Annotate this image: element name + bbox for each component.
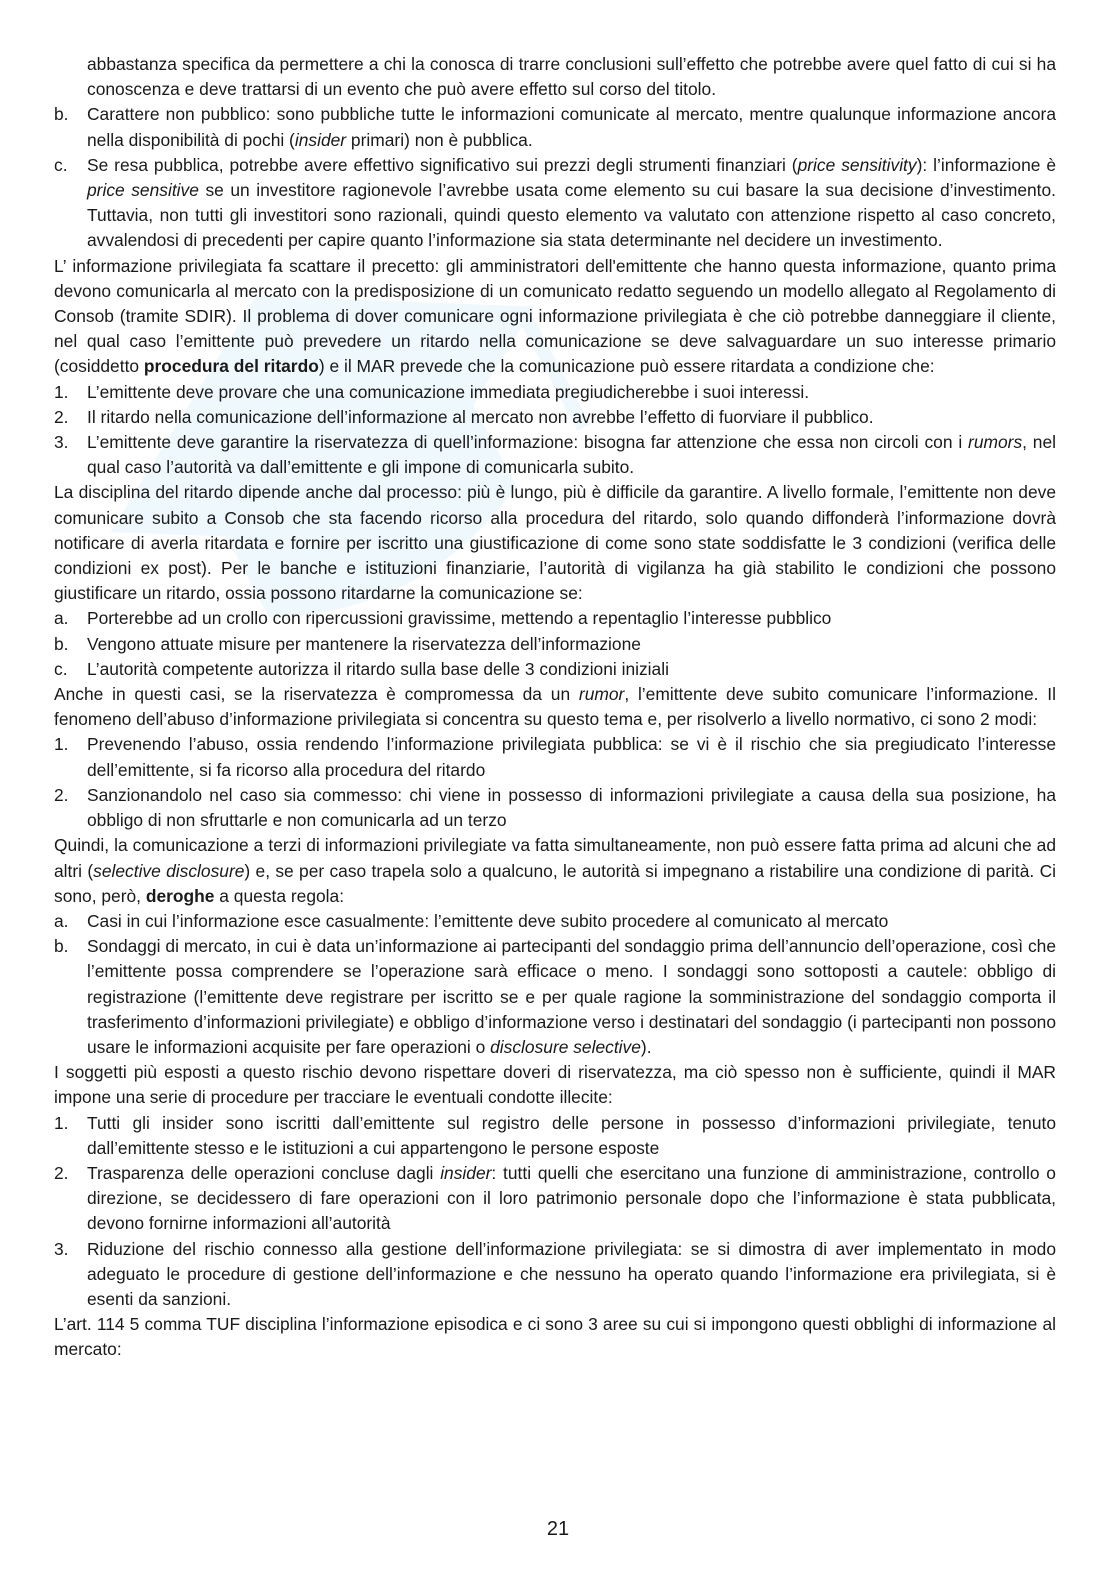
list-marker: 1. bbox=[54, 1112, 69, 1133]
text-run: L’emittente deve provare che una comunicazione immediata pregiudicherebbe i suoi interessi. bbox=[87, 381, 810, 402]
italic-term: disclosure selective bbox=[490, 1036, 641, 1057]
text-run: a questa regola: bbox=[214, 885, 345, 906]
text-run: , nel qual caso l’autorità va dall’emittente e gli impone di comunicarla subito. bbox=[87, 432, 1057, 478]
list-deroghe bbox=[54, 909, 1056, 1060]
text-run: Casi in cui l’informazione esce casualmente: l’emittente deve subito procedere al comunicato al mercato bbox=[87, 910, 889, 931]
italic-term: insider bbox=[294, 129, 347, 150]
list-item bbox=[54, 405, 1056, 430]
italic-term: insider bbox=[440, 1162, 492, 1183]
list-marker: 3. bbox=[54, 432, 69, 453]
text-run: Quindi, la comunicazione a terzi di informazioni privilegiate va fatta simultaneamente, non può essere fatta prima ad alcuni che ad altri ( bbox=[54, 835, 1056, 881]
text-run: L’autorità competente autorizza il ritardo sulla base delle 3 condizioni iniziali bbox=[87, 658, 669, 679]
text-run: Trasparenza delle operazioni concluse dagli bbox=[87, 1162, 441, 1183]
list-top bbox=[54, 52, 1056, 254]
list-item bbox=[54, 102, 1056, 152]
list-marker: 2. bbox=[54, 784, 69, 805]
text-run: Il ritardo nella comunicazione dell’informazione al mercato non avrebbe l’effetto di fuorviare il pubblico. bbox=[87, 406, 874, 427]
text-run: primari) non è pubblica. bbox=[346, 129, 533, 150]
text-run: abbastanza specifica da permettere a chi la conosca di trarre conclusioni sull’effetto che potrebbe avere quel fatto di cui si ha conoscenza e deve trattarsi di un evento che può avere effetto sul corso del titolo. bbox=[87, 54, 1056, 100]
list-mar-procedures bbox=[54, 1111, 1056, 1313]
list-marker: 2. bbox=[54, 1162, 69, 1183]
list-item bbox=[54, 1237, 1056, 1313]
paragraph-5 bbox=[54, 1060, 1056, 1110]
page-number: 21 bbox=[546, 1518, 570, 1540]
text-run: ) e, se per caso trapela solo a qualcuno, le autorità si impegnano a ristabilire una condizione di parità. Ci sono, però, bbox=[54, 860, 1056, 906]
text-run: : tutti quelli che esercitano una funzione di amministrazione, controllo o direzione, se decidessero di fare operazioni con il loro patrimonio personale dopo che l’informazione è stata pubblicata, devono fornirne informazioni all’autorità bbox=[87, 1162, 1056, 1234]
text-run: ): l’informazione è bbox=[916, 154, 1057, 175]
italic-term: selective disclosure bbox=[93, 860, 245, 881]
list-marker: a. bbox=[54, 910, 69, 931]
text-run: Anche in questi casi, se la riservatezza è compromessa da un bbox=[54, 684, 579, 705]
text-run: L’art. 114 5 comma TUF disciplina l’informazione episodica e ci sono 3 aree su cui si impongono questi obblighi di informazione al mercato: bbox=[54, 1314, 1056, 1360]
list-marker: c. bbox=[54, 658, 68, 679]
text-run: Porterebbe ad un crollo con ripercussioni gravissime, mettendo a repentaglio l’interesse pubblico bbox=[87, 608, 832, 629]
list-marker: 1. bbox=[54, 734, 69, 755]
text-run: La disciplina del ritardo dipende anche dal processo: più è lungo, più è difficile da garantire. A livello formale, l’emittente non deve comunicare subito a Consob che sta facendo ricorso alla procedura del ritardo, solo quando diffonderà l’informazione dovrà notificare di averla ritardata e fornire per iscritto una giustificazione di come sono state soddisfatte le 3 condizioni (verifica delle condizioni ex post). Per le banche e istituzioni finanziarie, l’autorità di vigilanza ha già stabilito le condizioni che possono giustificare un ritardo, ossia possono ritardarne la comunicazione se: bbox=[54, 482, 1056, 604]
list-item bbox=[54, 732, 1056, 782]
list-marker: c. bbox=[54, 154, 68, 175]
text-run: Prevenendo l’abuso, ossia rendendo l’informazione privilegiata pubblica: se vi è il rischio che sia pregiudicato l’interesse dell’emittente, si fa ricorso alla procedura del ritardo bbox=[87, 734, 1056, 780]
bold-term: deroghe bbox=[145, 885, 215, 906]
text-run: ). bbox=[640, 1036, 652, 1057]
list-item bbox=[54, 632, 1056, 657]
list-item bbox=[54, 153, 1056, 254]
list-item bbox=[54, 783, 1056, 833]
text-run: Se resa pubblica, potrebbe avere effettivo significativo sui prezzi degli strumenti finanziari ( bbox=[87, 154, 798, 175]
italic-term: rumor bbox=[578, 684, 625, 705]
text-run: ) e il MAR prevede che la comunicazione può essere ritardata a condizione che: bbox=[318, 356, 935, 377]
italic-term: price sensitivity bbox=[797, 154, 917, 175]
text-run: , l’emittente deve subito comunicare l’informazione. Il fenomeno dell’abuso d’informazione privilegiata si concentra su questo tema e, per risolverlo a livello normativo, ci sono 2 modi: bbox=[54, 684, 1056, 730]
text-run: Riduzione del rischio connesso alla gestione dell’informazione privilegiata: se si dimostra di aver implementato in modo adeguato le procedure di gestione dell’informazione e che nessuno ha operato quando l’informazione era privilegiata, si è esenti da sanzioni. bbox=[87, 1238, 1056, 1309]
text-run: Sanzionandolo nel caso sia commesso: chi viene in possesso di informazioni privilegiate a causa della sua posizione, ha obbligo di non sfruttarle e non comunicarla ad un terzo bbox=[87, 784, 1056, 831]
text-run: Sondaggi di mercato, in cui è data un’informazione ai partecipanti del sondaggio prima dell’annuncio dell’operazione, così che l’emittente possa comprendere se l’operazione sarà efficace o meno. I sondaggi sono sottoposti a cautele: obbligo di registrazione (l’emittente deve registrare per iscritto se e per quale ragione la somministrazione del sondaggio comporta il trasferimento d’informazioni privilegiate) e obbligo d’informazione verso i destinatari del sondaggio (i partecipanti non possono usare le informazioni acquisite per fare operazioni o bbox=[87, 936, 1056, 1057]
text-run: se un investitore ragionevole l’avrebbe usata come elemento su cui basare la sua decisione d’investimento. Tuttavia, non tutti gli investitori sono razionali, quindi questo elemento va valutato con attenzione rispetto al caso concreto, avvalendosi di precedenti per capire quanto l’informazione sia stata determinante nel decidere un investimento. bbox=[87, 180, 1056, 251]
list-item bbox=[54, 52, 1056, 102]
list-marker: 2. bbox=[54, 406, 69, 427]
list-item bbox=[54, 606, 1056, 631]
list-marker: a. bbox=[54, 608, 69, 629]
text-run: L’emittente deve garantire la riservatezza di quell’informazione: bisogna far attenzione che essa non circoli con i bbox=[87, 432, 969, 453]
list-marker: b. bbox=[54, 936, 69, 957]
list-item bbox=[54, 657, 1056, 682]
italic-term: price sensitive bbox=[87, 180, 199, 201]
bold-term: procedura del ritardo bbox=[143, 356, 319, 377]
list-ritardo-conditions bbox=[54, 380, 1056, 481]
list-item bbox=[54, 1161, 1056, 1237]
list-abuse-remedies bbox=[54, 732, 1056, 833]
text-run: L’ informazione privilegiata fa scattare il precetto: gli amministratori dell'emittente che hanno questa informazione, quanto prima devono comunicarla al mercato con la predisposizione di un comunicato redatto seguendo un modello allegato al Regolamento di Consob (tramite SDIR). Il problema di dover comunicare ogni informazione privilegiata è che ciò potrebbe danneggiare il cliente, nel qual caso l’emittente può prevedere un ritardo nella comunicazione se deve salvaguardare un suo interesse primario (cosiddetto bbox=[54, 255, 1056, 377]
list-marker: b. bbox=[54, 633, 69, 654]
paragraph-1 bbox=[54, 254, 1056, 380]
list-item bbox=[54, 430, 1056, 480]
list-marker: b. bbox=[54, 104, 69, 125]
paragraph-4 bbox=[54, 833, 1056, 909]
list-item bbox=[54, 934, 1056, 1060]
list-bank-conditions bbox=[54, 606, 1056, 682]
text-run: Tutti gli insider sono iscritti dall’emittente sul registro delle persone in possesso d’informazioni privilegiate, tenuto dall’emittente stesso e le istituzioni a cui appartengono le persone esposte bbox=[87, 1112, 1056, 1158]
list-item bbox=[54, 1111, 1056, 1161]
list-item bbox=[54, 909, 1056, 934]
paragraph-6 bbox=[54, 1312, 1056, 1362]
list-item bbox=[54, 380, 1056, 405]
list-marker: 1. bbox=[54, 381, 69, 402]
list-marker: 3. bbox=[54, 1238, 69, 1259]
text-run: I soggetti più esposti a questo rischio devono rispettare doveri di riservatezza, ma ciò spesso non è sufficiente, quindi il MAR impone una serie di procedure per tracciare le eventuali condotte illecite: bbox=[54, 1062, 1056, 1108]
text-run: Carattere non pubblico: sono pubbliche tutte le informazioni comunicate al mercato, mentre qualunque informazione ancora nella disponibilità di pochi ( bbox=[87, 104, 1056, 150]
paragraph-2 bbox=[54, 480, 1056, 606]
paragraph-3 bbox=[54, 682, 1056, 732]
italic-term: rumors bbox=[968, 432, 1023, 453]
text-run: Vengono attuate misure per mantenere la riservatezza dell’informazione bbox=[87, 633, 641, 654]
